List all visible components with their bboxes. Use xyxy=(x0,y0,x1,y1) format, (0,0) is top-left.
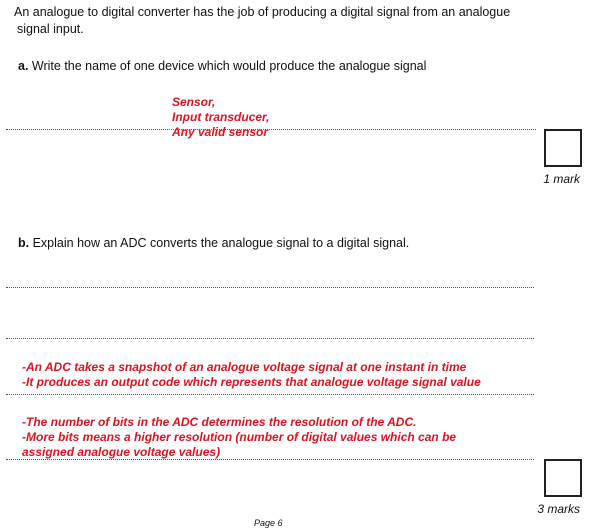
mark-b: 3 marks xyxy=(537,502,580,516)
question-a-text: Write the name of one device which would produce the analogue signal xyxy=(31,59,427,73)
mark-box-a[interactable] xyxy=(544,129,582,167)
answer-b-block-1 xyxy=(22,360,542,390)
answer-a-line-2: Input transducer, xyxy=(172,110,270,124)
intro-line-2: signal input. xyxy=(17,22,84,36)
intro-text xyxy=(14,4,574,38)
answer-line-b2 xyxy=(6,338,534,339)
mark-box-b[interactable] xyxy=(544,459,582,497)
mark-a: 1 mark xyxy=(543,172,580,186)
answer-line-b3 xyxy=(6,394,534,395)
answer-b-line-5: assigned analogue voltage values) xyxy=(22,445,221,459)
question-b-label: b. xyxy=(18,236,30,250)
answer-b-line-4: -More bits means a higher resolution (number of digital values which can be xyxy=(22,430,457,444)
question-a xyxy=(18,58,426,74)
question-b-text: Explain how an ADC converts the analogue signal to a digital signal. xyxy=(32,236,410,250)
question-a-label: a. xyxy=(18,59,29,73)
question-b xyxy=(18,235,409,251)
answer-line-b4 xyxy=(6,459,534,460)
page-number: Page 6 xyxy=(254,518,283,528)
answer-b-line-2: -It produces an output code which represents that analogue voltage signal value xyxy=(22,375,481,389)
answer-b-block-2 xyxy=(22,415,542,460)
answer-a-line-3: Any valid sensor xyxy=(172,125,269,139)
answer-line-b1 xyxy=(6,287,534,288)
answer-a xyxy=(172,95,269,140)
answer-b-line-3: -The number of bits in the ADC determines the resolution of the ADC. xyxy=(22,415,417,429)
answer-a-line-1: Sensor, xyxy=(172,95,216,109)
answer-line-a xyxy=(6,129,536,130)
answer-b-line-1: -An ADC takes a snapshot of an analogue voltage signal at one instant in time xyxy=(22,360,467,374)
intro-line-1: An analogue to digital converter has the job of producing a digital signal from an analogue xyxy=(14,5,511,19)
